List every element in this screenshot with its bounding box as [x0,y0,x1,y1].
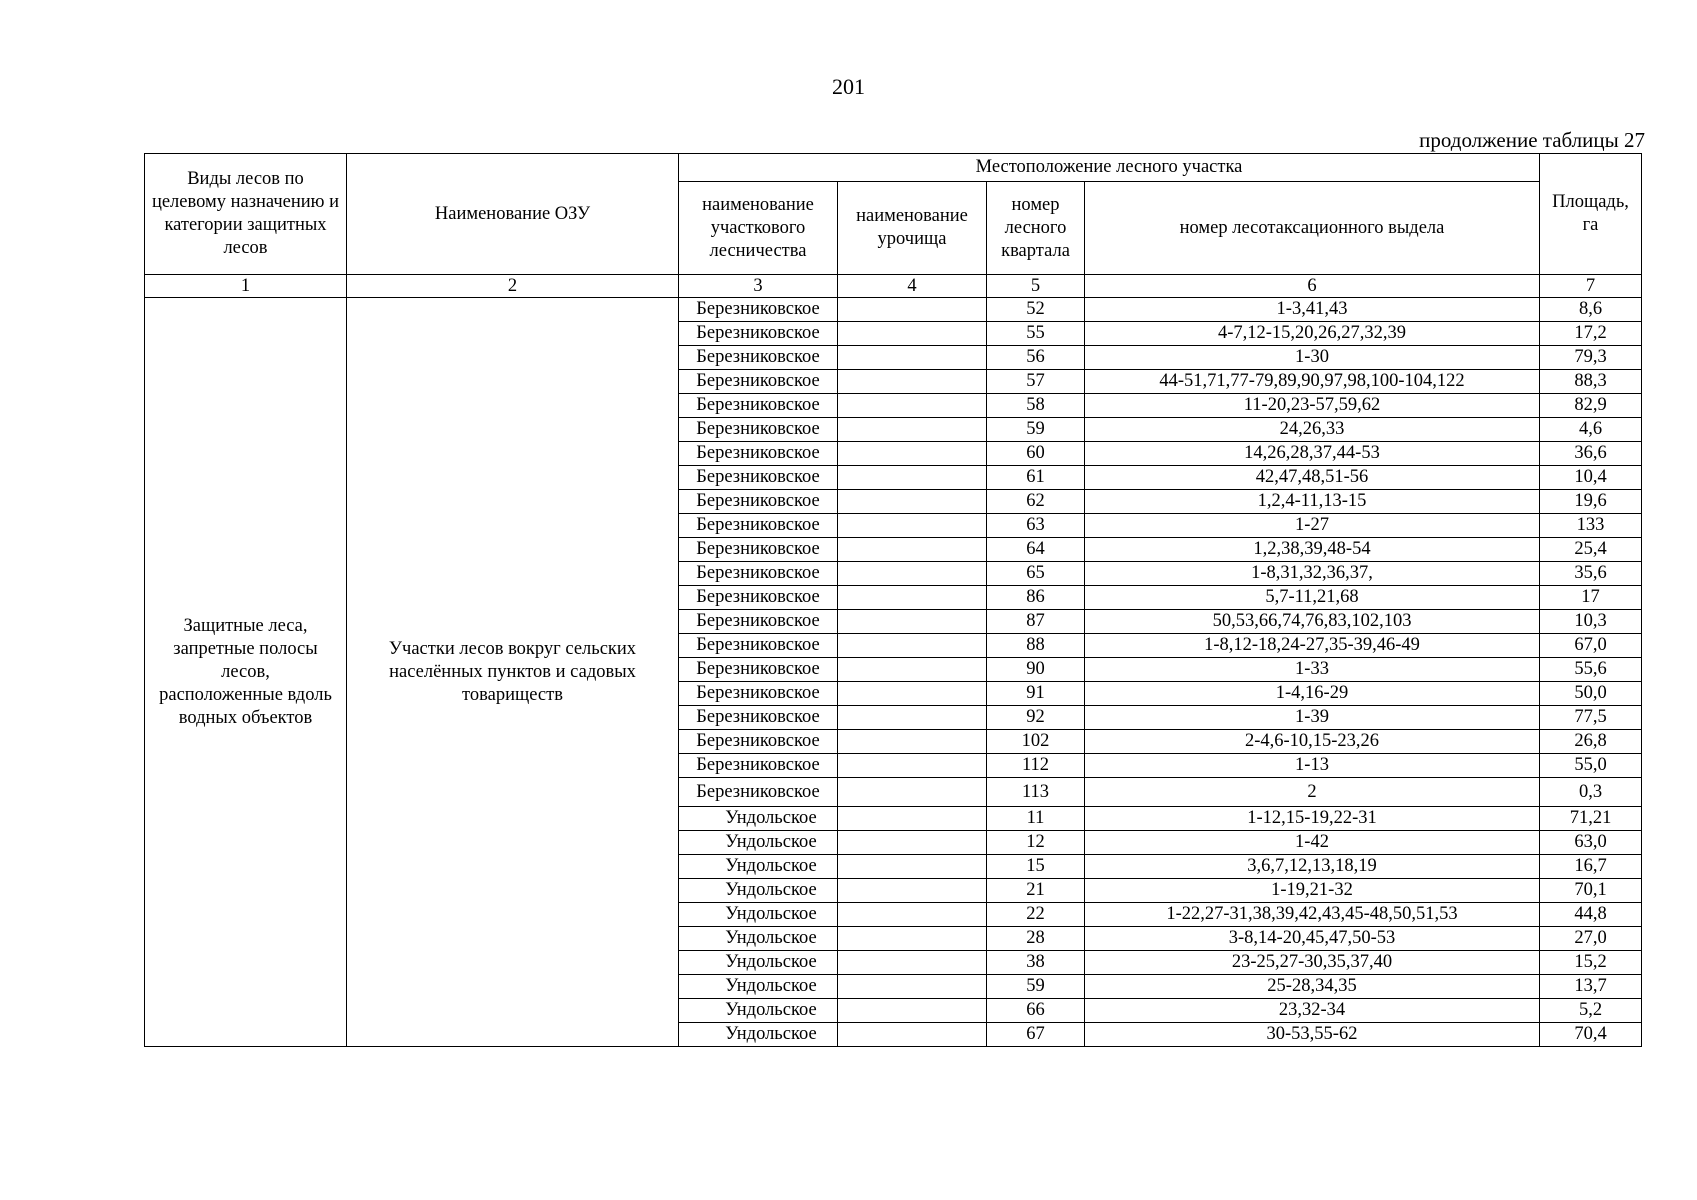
quarter-number-cell: 87 [987,610,1085,634]
allotment-numbers-cell: 1-13 [1085,754,1540,778]
allotment-numbers-cell: 5,7-11,21,68 [1085,586,1540,610]
allotment-numbers-cell: 1-8,31,32,36,37, [1085,562,1540,586]
quarter-number-cell: 88 [987,634,1085,658]
tract-cell [838,999,987,1023]
column-number: 1 [145,275,347,298]
district-forestry-cell: Березниковское [679,658,838,682]
district-forestry-cell: Березниковское [679,538,838,562]
column-number: 3 [679,275,838,298]
column-number-row [145,275,1642,298]
district-forestry-cell: Березниковское [679,514,838,538]
area-cell: 27,0 [1540,927,1642,951]
column-number: 5 [987,275,1085,298]
allotment-numbers-cell: 1-19,21-32 [1085,879,1540,903]
area-cell: 5,2 [1540,999,1642,1023]
district-forestry-cell: Березниковское [679,730,838,754]
quarter-number-cell: 60 [987,442,1085,466]
quarter-number-cell: 56 [987,346,1085,370]
header-quarter: номер лесного квартала [987,182,1085,275]
quarter-number-cell: 59 [987,418,1085,442]
area-cell: 10,4 [1540,466,1642,490]
district-forestry-cell: Ундольское [679,879,838,903]
tract-cell [838,903,987,927]
area-cell: 133 [1540,514,1642,538]
area-cell: 88,3 [1540,370,1642,394]
district-forestry-cell: Березниковское [679,346,838,370]
quarter-number-cell: 55 [987,322,1085,346]
header-allotment: номер лесотаксационного выдела [1085,182,1540,275]
tract-cell [838,610,987,634]
area-cell: 8,6 [1540,298,1642,322]
area-cell: 16,7 [1540,855,1642,879]
district-forestry-cell: Березниковское [679,394,838,418]
column-number: 4 [838,275,987,298]
table-row [145,298,1642,322]
tract-cell [838,418,987,442]
tract-cell [838,754,987,778]
allotment-numbers-cell: 23,32-34 [1085,999,1540,1023]
tract-cell [838,682,987,706]
quarter-number-cell: 58 [987,394,1085,418]
allotment-numbers-cell: 1-4,16-29 [1085,682,1540,706]
area-cell: 79,3 [1540,346,1642,370]
area-cell: 50,0 [1540,682,1642,706]
area-cell: 4,6 [1540,418,1642,442]
header-tract: наименование урочища [838,182,987,275]
column-number: 2 [347,275,679,298]
forest-plots-table [144,153,1642,1047]
allotment-numbers-cell: 14,26,28,37,44-53 [1085,442,1540,466]
area-cell: 26,8 [1540,730,1642,754]
allotment-numbers-cell: 4-7,12-15,20,26,27,32,39 [1085,322,1540,346]
allotment-numbers-cell: 1-3,41,43 [1085,298,1540,322]
quarter-number-cell: 15 [987,855,1085,879]
area-cell: 70,1 [1540,879,1642,903]
area-cell: 0,3 [1540,778,1642,807]
area-cell: 77,5 [1540,706,1642,730]
quarter-number-cell: 90 [987,658,1085,682]
district-forestry-cell: Березниковское [679,634,838,658]
area-cell: 13,7 [1540,975,1642,999]
district-forestry-cell: Березниковское [679,586,838,610]
quarter-number-cell: 91 [987,682,1085,706]
tract-cell [838,879,987,903]
allotment-numbers-cell: 42,47,48,51-56 [1085,466,1540,490]
quarter-number-cell: 38 [987,951,1085,975]
district-forestry-cell: Ундольское [679,999,838,1023]
header-forest-type: Виды лесов по целевому назначению и категории защитных лесов [145,154,347,275]
header-district-forestry: наименование участкового лесничества [679,182,838,275]
tract-cell [838,1023,987,1047]
tract-cell [838,730,987,754]
allotment-numbers-cell: 30-53,55-62 [1085,1023,1540,1047]
quarter-number-cell: 63 [987,514,1085,538]
area-cell: 36,6 [1540,442,1642,466]
district-forestry-cell: Березниковское [679,322,838,346]
quarter-number-cell: 22 [987,903,1085,927]
quarter-number-cell: 112 [987,754,1085,778]
quarter-number-cell: 92 [987,706,1085,730]
quarter-number-cell: 67 [987,1023,1085,1047]
district-forestry-cell: Березниковское [679,778,838,807]
header-area: Площадь, га [1540,154,1642,275]
area-cell: 15,2 [1540,951,1642,975]
allotment-numbers-cell: 1-33 [1085,658,1540,682]
allotment-numbers-cell: 24,26,33 [1085,418,1540,442]
district-forestry-cell: Ундольское [679,1023,838,1047]
district-forestry-cell: Березниковское [679,466,838,490]
tract-cell [838,807,987,831]
allotment-numbers-cell: 1-8,12-18,24-27,35-39,46-49 [1085,634,1540,658]
area-cell: 67,0 [1540,634,1642,658]
quarter-number-cell: 62 [987,490,1085,514]
table-body [145,298,1642,1047]
area-cell: 44,8 [1540,903,1642,927]
area-cell: 71,21 [1540,807,1642,831]
quarter-number-cell: 102 [987,730,1085,754]
quarter-number-cell: 113 [987,778,1085,807]
district-forestry-cell: Ундольское [679,927,838,951]
tract-cell [838,538,987,562]
allotment-numbers-cell: 1-42 [1085,831,1540,855]
area-cell: 55,6 [1540,658,1642,682]
quarter-number-cell: 12 [987,831,1085,855]
district-forestry-cell: Березниковское [679,442,838,466]
tract-cell [838,298,987,322]
district-forestry-cell: Березниковское [679,754,838,778]
tract-cell [838,831,987,855]
tract-cell [838,394,987,418]
allotment-numbers-cell: 1-27 [1085,514,1540,538]
tract-cell [838,442,987,466]
quarter-number-cell: 61 [987,466,1085,490]
area-cell: 17 [1540,586,1642,610]
quarter-number-cell: 11 [987,807,1085,831]
allotment-numbers-cell: 1-22,27-31,38,39,42,43,45-48,50,51,53 [1085,903,1540,927]
tract-cell [838,466,987,490]
tract-cell [838,634,987,658]
district-forestry-cell: Березниковское [679,298,838,322]
quarter-number-cell: 86 [987,586,1085,610]
quarter-number-cell: 21 [987,879,1085,903]
district-forestry-cell: Ундольское [679,903,838,927]
tract-cell [838,855,987,879]
tract-cell [838,514,987,538]
quarter-number-cell: 28 [987,927,1085,951]
area-cell: 82,9 [1540,394,1642,418]
allotment-numbers-cell: 1-30 [1085,346,1540,370]
area-cell: 19,6 [1540,490,1642,514]
district-forestry-cell: Ундольское [679,831,838,855]
table-continuation-caption: продолжение таблицы 27 [1419,128,1645,152]
ozu-name-cell: Участки лесов вокруг сельских населённых пунктов и садовых товариществ [347,298,679,1047]
area-cell: 17,2 [1540,322,1642,346]
allotment-numbers-cell: 11-20,23-57,59,62 [1085,394,1540,418]
district-forestry-cell: Ундольское [679,951,838,975]
allotment-numbers-cell: 3-8,14-20,45,47,50-53 [1085,927,1540,951]
column-number: 6 [1085,275,1540,298]
allotment-numbers-cell: 44-51,71,77-79,89,90,97,98,100-104,122 [1085,370,1540,394]
allotment-numbers-cell: 2-4,6-10,15-23,26 [1085,730,1540,754]
quarter-number-cell: 66 [987,999,1085,1023]
allotment-numbers-cell: 1-12,15-19,22-31 [1085,807,1540,831]
allotment-numbers-cell: 1,2,38,39,48-54 [1085,538,1540,562]
quarter-number-cell: 59 [987,975,1085,999]
quarter-number-cell: 57 [987,370,1085,394]
tract-cell [838,975,987,999]
district-forestry-cell: Березниковское [679,610,838,634]
area-cell: 25,4 [1540,538,1642,562]
district-forestry-cell: Березниковское [679,370,838,394]
allotment-numbers-cell: 3,6,7,12,13,18,19 [1085,855,1540,879]
tract-cell [838,778,987,807]
tract-cell [838,490,987,514]
district-forestry-cell: Березниковское [679,418,838,442]
district-forestry-cell: Березниковское [679,706,838,730]
district-forestry-cell: Березниковское [679,490,838,514]
allotment-numbers-cell: 25-28,34,35 [1085,975,1540,999]
allotment-numbers-cell: 50,53,66,74,76,83,102,103 [1085,610,1540,634]
forest-type-cell: Защитные леса, запретные полосы лесов, расположенные вдоль водных объектов [145,298,347,1047]
allotment-numbers-cell: 2 [1085,778,1540,807]
column-number: 7 [1540,275,1642,298]
area-cell: 70,4 [1540,1023,1642,1047]
quarter-number-cell: 64 [987,538,1085,562]
allotment-numbers-cell: 1-39 [1085,706,1540,730]
district-forestry-cell: Ундольское [679,807,838,831]
allotment-numbers-cell: 23-25,27-30,35,37,40 [1085,951,1540,975]
quarter-number-cell: 65 [987,562,1085,586]
area-cell: 63,0 [1540,831,1642,855]
tract-cell [838,951,987,975]
area-cell: 10,3 [1540,610,1642,634]
area-cell: 35,6 [1540,562,1642,586]
district-forestry-cell: Березниковское [679,562,838,586]
tract-cell [838,706,987,730]
tract-cell [838,370,987,394]
district-forestry-cell: Березниковское [679,682,838,706]
header-location-group: Местоположение лесного участка [679,154,1540,182]
header-ozu-name: Наименование ОЗУ [347,154,679,275]
tract-cell [838,562,987,586]
quarter-number-cell: 52 [987,298,1085,322]
allotment-numbers-cell: 1,2,4-11,13-15 [1085,490,1540,514]
tract-cell [838,322,987,346]
area-cell: 55,0 [1540,754,1642,778]
tract-cell [838,927,987,951]
tract-cell [838,346,987,370]
district-forestry-cell: Ундольское [679,855,838,879]
tract-cell [838,586,987,610]
district-forestry-cell: Ундольское [679,975,838,999]
tract-cell [838,658,987,682]
page-number: 201 [832,74,865,99]
